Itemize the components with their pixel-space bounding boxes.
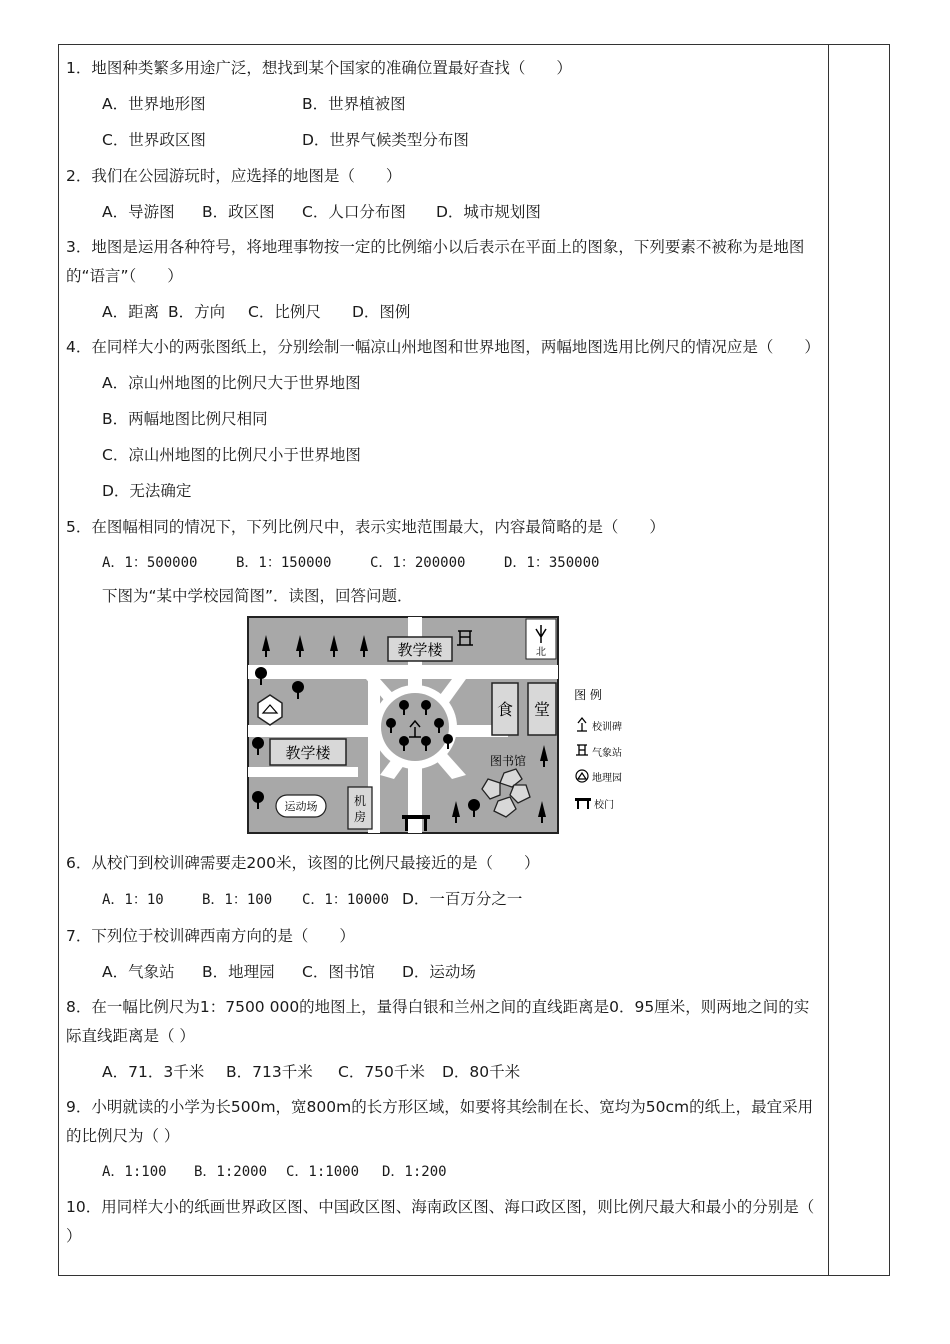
- q5-options: [66, 545, 824, 581]
- q7-options: [66, 954, 824, 990]
- legend-geo-garden-icon: [576, 770, 588, 782]
- legend-weather-label: 气象站: [592, 748, 622, 759]
- q9-stem: 9．小明就读的小学为长500m，宽800m的长方形区域，如要将其绘制在长、宽均为50cm的纸上，最宜采用的比例尺为（ ）: [66, 1098, 814, 1145]
- map-intro: 下图为“某中学校园简图”．读图，回答问题．: [102, 587, 413, 605]
- q9-option-b: B．1:2000: [194, 1164, 268, 1180]
- q6-option-d: D．一百万分之一: [402, 890, 523, 908]
- q5-stem: 5．在图幅相同的情况下，下列比例尺中，表示实地范围最大，内容最简略的是（ ）: [66, 518, 665, 536]
- q5-option-b: B．1：150000: [236, 555, 332, 571]
- legend-weather-icon: [576, 745, 588, 755]
- q6-option-a: A．1：10: [102, 892, 164, 908]
- q4-option-c: C．凉山州地图的比例尺小于世界地图: [102, 446, 361, 464]
- q4-option-a: A．凉山州地图的比例尺大于世界地图: [102, 374, 361, 392]
- q7-option-b: B．地理园: [202, 963, 275, 981]
- q8-options: [66, 1054, 824, 1090]
- q2-stem: 2．我们在公园游玩时，应选择的地图是（ ）: [66, 167, 402, 185]
- q4-option-b: B．两幅地图比例尺相同: [102, 410, 268, 428]
- legend-gate-icon: [575, 798, 591, 809]
- q8-option-c: C．750千米: [338, 1063, 425, 1081]
- machine-room-label-2: 房: [353, 810, 367, 824]
- q8-stem: 8．在一幅比例尺为1：7500 000的地图上，量得白银和兰州之间的直线距离是0．95厘米，则两地之间的实际直线距离是（ ）: [66, 998, 810, 1045]
- q3-option-a: A．距离: [102, 303, 160, 321]
- q7-option-d: D．运动场: [402, 963, 476, 981]
- q6-options: [66, 881, 824, 918]
- q1-options-row2: [66, 122, 824, 158]
- q5-option-d: D．1：350000: [504, 555, 600, 571]
- q3-option-c: C．比例尺: [248, 303, 321, 321]
- map-legend: [574, 687, 622, 811]
- legend-monument-icon: [577, 718, 587, 731]
- q9-options: [66, 1154, 824, 1190]
- q5-option-a: A．1：500000: [102, 555, 198, 571]
- q9-option-d: D．1:200: [382, 1164, 447, 1180]
- q2-option-a: A．导游图: [102, 203, 175, 221]
- q9-option-a: A．1:100: [102, 1164, 167, 1180]
- library-label: 图书馆: [489, 754, 527, 768]
- q10-stem: 10．用同样大小的纸画世界政区图、中国政区图、海南政区图、海口政区图，则比例尺最大和最小的分别是（ ）: [66, 1198, 815, 1245]
- q8-option-b: B．713千米: [226, 1063, 313, 1081]
- canteen-label-2: 堂: [533, 700, 551, 719]
- north-label: 北: [536, 647, 546, 658]
- legend-geo-garden-label: 地理园: [592, 773, 622, 784]
- q3-options: [66, 294, 824, 330]
- q1-option-d: D．世界气候类型分布图: [302, 131, 469, 149]
- q7-option-c: C．图书馆: [302, 963, 375, 981]
- q7-option-a: A．气象站: [102, 963, 175, 981]
- machine-room-label-1: 机: [353, 794, 367, 808]
- q3-option-b: B．方向: [168, 303, 226, 321]
- q4-stem: 4．在同样大小的两张图纸上，分别绘制一幅凉山州地图和世界地图，两幅地图选用比例尺的情况应是（ ）: [66, 338, 820, 356]
- q4-option-d: D．无法确定: [102, 482, 192, 500]
- sports-field-label: 运动场: [284, 800, 318, 813]
- q2-option-c: C．人口分布图: [302, 203, 406, 221]
- q6-stem: 6．从校门到校训碑需要走200米，该图的比例尺最接近的是（ ）: [66, 854, 540, 872]
- legend-gate-label: 校门: [594, 800, 614, 811]
- q2-option-b: B．政区图: [202, 203, 275, 221]
- q1-option-a: A．世界地形图: [102, 95, 206, 113]
- q8-option-a: A．71．3千米: [102, 1063, 205, 1081]
- teaching-building-top-label: 教学楼: [397, 641, 443, 659]
- q2-option-d: D．城市规划图: [436, 203, 541, 221]
- q3-stem: 3．地图是运用各种符号，将地理事物按一定的比例缩小以后表示在平面上的图象，下列要素不被称为是地图的“语言”（ ）: [66, 238, 805, 285]
- q1-stem: 1．地图种类繁多用途广泛，想找到某个国家的准确位置最好查找（ ）: [66, 59, 572, 77]
- legend-title: 图 例: [574, 688, 602, 702]
- table-column-divider: [828, 44, 829, 1276]
- q7-stem: 7．下列位于校训碑西南方向的是（ ）: [66, 927, 355, 945]
- legend-monument-label: 校训碑: [592, 722, 622, 733]
- q5-option-c: C．1：200000: [370, 555, 466, 571]
- campus-map: [246, 615, 646, 841]
- q2-options: [66, 194, 824, 230]
- q1-option-b: B．世界植被图: [302, 95, 406, 113]
- q3-option-d: D．图例: [352, 303, 411, 321]
- q9-option-c: C．1:1000: [286, 1164, 360, 1180]
- canteen-label-1: 食: [496, 700, 514, 719]
- teaching-building-left-label: 教学楼: [285, 744, 331, 762]
- q1-options-row1: [66, 86, 824, 122]
- q8-option-d: D．80千米: [442, 1063, 521, 1081]
- q6-option-b: B．1：100: [202, 892, 273, 908]
- question-content: [66, 50, 824, 1254]
- campus-map-figure: [246, 615, 646, 841]
- q1-option-c: C．世界政区图: [102, 131, 206, 149]
- q6-option-c: C．1：10000: [302, 892, 390, 908]
